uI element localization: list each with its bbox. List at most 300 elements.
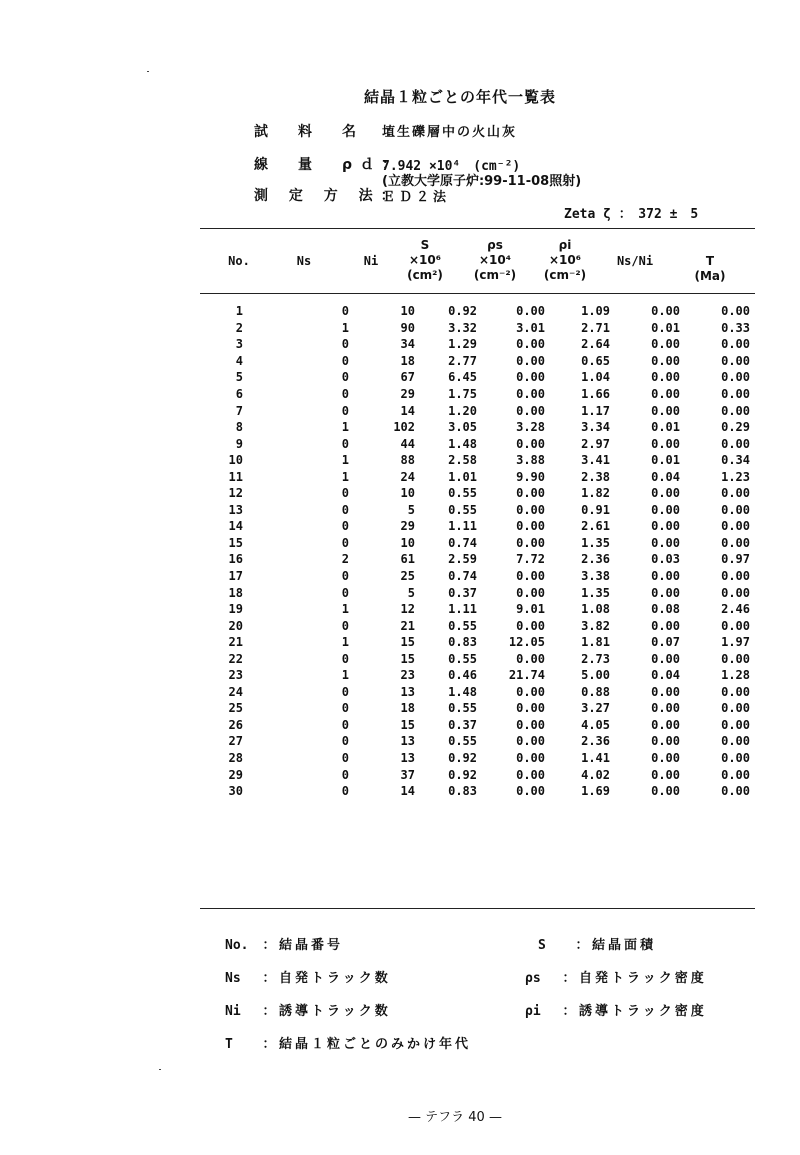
table-row (205, 617, 750, 634)
cell-ns: 0 (341, 403, 349, 418)
col-header-pi-scale: ×10⁶ (548, 253, 581, 267)
cell-t: 0.29 (721, 420, 750, 435)
table-top-rule (200, 228, 755, 229)
legend-ni-text: 誘導トラック数 (279, 1004, 391, 1019)
cell-no: 28 (228, 751, 243, 766)
cell-t: 0.00 (721, 784, 750, 799)
cell-ns: 0 (341, 502, 349, 517)
cell-ns: 1 (341, 320, 349, 335)
table-row (205, 535, 750, 552)
legend-s-text: 結晶面積 (592, 938, 657, 953)
cell-t: 0.00 (721, 387, 750, 401)
cell-pi: 0.91 (581, 502, 610, 517)
cell-ni: 14 (400, 403, 415, 418)
cell-ni: 10 (400, 304, 415, 319)
legend-colon: ： (575, 938, 589, 953)
legend-ni (225, 1000, 391, 1019)
cell-t: 0.00 (721, 337, 750, 352)
cell-no: 14 (228, 519, 243, 534)
cell-no: 1 (235, 304, 243, 319)
col-header-ns: Ns (296, 254, 312, 268)
table-row (205, 452, 750, 469)
cell-ns: 0 (341, 304, 349, 319)
method-label: 測 定 方 法： (254, 188, 403, 204)
legend-no-symbol: No. (225, 938, 249, 953)
col-header-ps-unit: (cm⁻²) (473, 268, 517, 282)
cell-pi: 1.09 (581, 304, 610, 319)
cell-ns-ni: 0.00 (651, 751, 680, 766)
cell-pi: 1.35 (581, 535, 610, 550)
cell-pi: 2.73 (581, 651, 610, 666)
cell-ps: 0.00 (516, 784, 545, 799)
cell-ps: 0.00 (516, 651, 545, 666)
cell-ns: 0 (341, 734, 349, 749)
cell-s: 1.11 (448, 602, 477, 617)
cell-s: 3.32 (448, 320, 477, 335)
cell-t: 1.28 (721, 668, 750, 683)
cell-pi: 1.82 (581, 486, 610, 501)
cell-ni: 23 (400, 668, 415, 683)
cell-t: 0.97 (721, 552, 750, 567)
cell-ni: 12 (400, 602, 415, 617)
table-row (205, 684, 750, 701)
cell-t: 0.00 (721, 585, 750, 600)
cell-t: 0.00 (721, 618, 750, 633)
cell-t: 0.00 (721, 767, 750, 782)
table-row (205, 717, 750, 734)
cell-pi: 2.64 (581, 337, 610, 352)
cell-s: 0.92 (448, 304, 477, 319)
cell-ns-ni: 0.00 (651, 353, 680, 368)
col-header-ni: Ni (363, 254, 379, 268)
cell-s: 2.59 (448, 552, 477, 567)
cell-ns: 0 (341, 585, 349, 600)
cell-ns-ni: 0.00 (651, 618, 680, 633)
cell-pi: 3.82 (581, 618, 610, 633)
cell-ps: 0.00 (516, 535, 545, 550)
cell-ni: 102 (393, 420, 415, 435)
rho-d-note: (立教大学原子炉:99-11-08照射) (382, 174, 582, 189)
cell-ns-ni: 0.00 (651, 502, 680, 517)
col-header-ratio: Ns/Ni (616, 254, 654, 268)
col-header-pi-symbol: ρi (558, 238, 572, 252)
table-row (205, 766, 750, 783)
cell-s: 0.55 (448, 618, 477, 633)
legend-colon: ： (562, 971, 576, 986)
cell-ps: 0.00 (516, 717, 545, 732)
sample-value: 埴生礫層中の火山灰 (382, 125, 518, 140)
cell-s: 1.11 (448, 519, 477, 534)
cell-ps: 12.05 (508, 635, 545, 650)
cell-s: 1.01 (448, 469, 477, 484)
cell-ns: 1 (341, 668, 349, 683)
cell-pi: 1.08 (581, 602, 610, 617)
cell-no: 6 (235, 387, 243, 401)
cell-t: 0.00 (721, 535, 750, 550)
table-row (205, 568, 750, 585)
cell-ni: 29 (400, 519, 415, 534)
cell-s: 1.48 (448, 684, 477, 699)
legend-s-symbol: S (538, 938, 546, 953)
cell-ni: 29 (400, 387, 415, 401)
cell-s: 0.92 (448, 751, 477, 766)
cell-ns-ni: 0.00 (651, 370, 680, 385)
legend-pi-text: 誘導トラック密度 (579, 1004, 707, 1019)
cell-ps: 3.01 (516, 320, 545, 335)
cell-ps: 0.00 (516, 734, 545, 749)
legend-colon: ： (262, 1004, 276, 1019)
table-row (205, 502, 750, 519)
rho-d-value: 7.942 ×10⁴ (cm⁻²) (382, 159, 521, 174)
cell-ni: 5 (407, 502, 415, 517)
cell-s: 0.37 (448, 717, 477, 732)
cell-pi: 1.81 (581, 635, 610, 650)
table-row (205, 667, 750, 684)
cell-ns-ni: 0.00 (651, 486, 680, 501)
legend-colon: ： (262, 1037, 276, 1052)
cell-ps: 0.00 (516, 569, 545, 584)
cell-ps: 0.00 (516, 486, 545, 501)
cell-t: 2.46 (721, 602, 750, 617)
cell-pi: 2.71 (581, 320, 610, 335)
cell-ni: 21 (400, 618, 415, 633)
age-data-rows (205, 303, 750, 799)
cell-t: 0.34 (721, 453, 750, 468)
cell-ps: 3.88 (516, 453, 545, 468)
cell-ns-ni: 0.00 (651, 519, 680, 534)
col-header-t (690, 254, 730, 284)
cell-ni: 88 (400, 453, 415, 468)
cell-ni: 90 (400, 320, 415, 335)
cell-no: 13 (228, 502, 243, 517)
col-header-ps-symbol: ρs (487, 238, 503, 252)
cell-ps: 0.00 (516, 353, 545, 368)
cell-pi: 4.02 (581, 767, 610, 782)
cell-ns-ni: 0.00 (651, 585, 680, 600)
cell-ns: 0 (341, 337, 349, 352)
cell-ni: 25 (400, 569, 415, 584)
cell-ni: 14 (400, 784, 415, 799)
cell-ni: 61 (400, 552, 415, 567)
col-header-s-scale: ×10⁶ (408, 253, 441, 267)
col-header-ps-scale: ×10⁴ (478, 253, 511, 267)
legend-s (538, 934, 656, 953)
cell-t: 0.00 (721, 353, 750, 368)
cell-ps: 0.00 (516, 519, 545, 534)
cell-ns-ni: 0.00 (651, 304, 680, 319)
cell-s: 0.83 (448, 784, 477, 799)
cell-pi: 3.41 (581, 453, 610, 468)
cell-ps: 0.00 (516, 502, 545, 517)
legend-top-rule (200, 908, 755, 909)
cell-s: 0.74 (448, 569, 477, 584)
table-row (205, 468, 750, 485)
cell-no: 23 (228, 668, 243, 683)
cell-ns: 1 (341, 635, 349, 650)
legend-colon: ： (262, 971, 276, 986)
cell-ns-ni: 0.00 (651, 436, 680, 451)
cell-ni: 24 (400, 469, 415, 484)
cell-pi: 0.88 (581, 684, 610, 699)
cell-s: 0.55 (448, 502, 477, 517)
cell-no: 25 (228, 701, 243, 716)
cell-ps: 0.00 (516, 370, 545, 385)
page-title: 結晶１粒ごとの年代一覧表 (363, 88, 556, 106)
cell-ni: 18 (400, 353, 415, 368)
rho-d-label: 線 量 ρｄ： (254, 157, 405, 173)
table-row (205, 320, 750, 337)
cell-ni: 44 (400, 436, 415, 451)
legend-pi (525, 1000, 707, 1019)
age-data-table (205, 303, 750, 799)
legend-ps-text: 自発トラック密度 (579, 971, 707, 986)
cell-no: 11 (228, 469, 243, 484)
cell-ps: 0.00 (516, 701, 545, 716)
legend-ni-symbol: Ni (225, 1004, 241, 1019)
legend-no-text: 結晶番号 (279, 938, 344, 953)
cell-s: 0.55 (448, 486, 477, 501)
cell-ns: 2 (341, 552, 349, 567)
cell-ps: 0.00 (516, 436, 545, 451)
cell-no: 29 (228, 767, 243, 782)
cell-pi: 3.38 (581, 569, 610, 584)
cell-ns-ni: 0.04 (651, 668, 680, 683)
cell-ps: 7.72 (516, 552, 545, 567)
cell-no: 27 (228, 734, 243, 749)
cell-ns: 0 (341, 519, 349, 534)
cell-s: 0.55 (448, 734, 477, 749)
cell-ps: 0.00 (516, 618, 545, 633)
cell-pi: 2.36 (581, 552, 610, 567)
cell-t: 0.00 (721, 304, 750, 319)
cell-ps: 3.28 (516, 420, 545, 435)
cell-ni: 5 (407, 585, 415, 600)
cell-pi: 3.34 (581, 420, 610, 435)
cell-ns-ni: 0.00 (651, 535, 680, 550)
table-row (205, 419, 750, 436)
cell-ns: 0 (341, 717, 349, 732)
cell-t: 0.00 (721, 684, 750, 699)
cell-ns: 0 (341, 651, 349, 666)
cell-t: 0.00 (721, 751, 750, 766)
col-header-s (405, 238, 445, 283)
cell-no: 15 (228, 535, 243, 550)
cell-ni: 10 (400, 486, 415, 501)
cell-s: 1.75 (448, 387, 477, 401)
cell-ns-ni: 0.04 (651, 469, 680, 484)
cell-no: 20 (228, 618, 243, 633)
cell-ns-ni: 0.03 (651, 552, 680, 567)
cell-pi: 0.65 (581, 353, 610, 368)
cell-ni: 18 (400, 701, 415, 716)
legend-t-text: 結晶１粒ごとのみかけ年代 (279, 1037, 472, 1052)
cell-t: 0.00 (721, 436, 750, 451)
col-header-ps (470, 238, 520, 283)
cell-s: 0.74 (448, 535, 477, 550)
legend-ps-symbol: ρs (525, 971, 541, 986)
cell-t: 0.00 (721, 717, 750, 732)
cell-no: 2 (235, 320, 243, 335)
cell-ns-ni: 0.00 (651, 387, 680, 401)
cell-pi: 2.61 (581, 519, 610, 534)
cell-ns: 1 (341, 602, 349, 617)
cell-ni: 13 (400, 751, 415, 766)
cell-pi: 4.05 (581, 717, 610, 732)
cell-pi: 2.97 (581, 436, 610, 451)
cell-no: 22 (228, 651, 243, 666)
cell-no: 3 (235, 337, 243, 352)
cell-s: 0.83 (448, 635, 477, 650)
cell-ns: 0 (341, 684, 349, 699)
sample-label: 試 料 名 ： (254, 124, 408, 140)
cell-t: 0.00 (721, 403, 750, 418)
legend-no (225, 934, 343, 953)
col-header-no: No. (228, 254, 250, 268)
cell-s: 0.46 (448, 668, 477, 683)
legend-t (225, 1033, 471, 1052)
cell-ps: 0.00 (516, 337, 545, 352)
cell-ni: 67 (400, 370, 415, 385)
cell-s: 1.48 (448, 436, 477, 451)
cell-ns: 0 (341, 569, 349, 584)
cell-no: 5 (235, 370, 243, 385)
cell-no: 10 (228, 453, 243, 468)
cell-pi: 1.17 (581, 403, 610, 418)
legend-ps (525, 967, 707, 986)
table-row (205, 650, 750, 667)
cell-ns: 0 (341, 436, 349, 451)
col-header-t-unit: (Ma) (694, 269, 726, 283)
cell-no: 7 (235, 403, 243, 418)
cell-ns-ni: 0.01 (651, 320, 680, 335)
cell-s: 2.77 (448, 353, 477, 368)
legend-colon: ： (562, 1004, 576, 1019)
cell-ns-ni: 0.01 (651, 420, 680, 435)
table-row (205, 369, 750, 386)
table-row (205, 783, 750, 800)
cell-ns: 0 (341, 751, 349, 766)
legend-ns (225, 967, 391, 986)
cell-ni: 15 (400, 651, 415, 666)
legend-ns-text: 自発トラック数 (279, 971, 391, 986)
cell-pi: 1.69 (581, 784, 610, 799)
cell-s: 1.29 (448, 337, 477, 352)
cell-t: 0.00 (721, 651, 750, 666)
cell-t: 0.00 (721, 519, 750, 534)
table-row (205, 700, 750, 717)
cell-no: 24 (228, 684, 243, 699)
cell-ps: 0.00 (516, 304, 545, 319)
cell-t: 0.00 (721, 486, 750, 501)
cell-ps: 0.00 (516, 585, 545, 600)
cell-ni: 15 (400, 717, 415, 732)
cell-ns: 1 (341, 420, 349, 435)
cell-s: 0.92 (448, 767, 477, 782)
cell-ps: 9.01 (516, 602, 545, 617)
cell-ns: 0 (341, 767, 349, 782)
cell-ns-ni: 0.00 (651, 651, 680, 666)
col-header-s-symbol: S (420, 238, 430, 252)
cell-ni: 13 (400, 734, 415, 749)
table-row (205, 584, 750, 601)
cell-ni: 13 (400, 684, 415, 699)
table-row (205, 336, 750, 353)
cell-ns-ni: 0.01 (651, 453, 680, 468)
table-row (205, 353, 750, 370)
cell-ns: 0 (341, 486, 349, 501)
cell-s: 1.20 (448, 403, 477, 418)
legend-pi-symbol: ρi (525, 1004, 541, 1019)
cell-pi: 1.35 (581, 585, 610, 600)
cell-t: 1.23 (721, 469, 750, 484)
cell-s: 3.05 (448, 420, 477, 435)
legend-colon: ： (262, 938, 276, 953)
col-header-s-unit: (cm²) (407, 268, 443, 282)
cell-no: 21 (228, 635, 243, 650)
cell-t: 0.00 (721, 701, 750, 716)
cell-t: 1.97 (721, 635, 750, 650)
cell-ps: 0.00 (516, 767, 545, 782)
cell-ni: 34 (400, 337, 415, 352)
cell-ns-ni: 0.00 (651, 734, 680, 749)
cell-pi: 1.04 (581, 370, 610, 385)
cell-ns-ni: 0.00 (651, 337, 680, 352)
table-row (205, 551, 750, 568)
legend-ns-symbol: Ns (225, 971, 241, 986)
cell-ns: 1 (341, 469, 349, 484)
cell-ps: 21.74 (508, 668, 545, 683)
cell-ns: 0 (341, 370, 349, 385)
table-header-rule (200, 293, 755, 294)
col-header-pi (540, 238, 590, 283)
cell-no: 19 (228, 602, 243, 617)
cell-t: 0.00 (721, 569, 750, 584)
cell-no: 12 (228, 486, 243, 501)
legend-t-symbol: T (225, 1037, 233, 1052)
cell-no: 8 (235, 420, 243, 435)
cell-s: 0.37 (448, 585, 477, 600)
table-row (205, 485, 750, 502)
col-header-pi-unit: (cm⁻²) (543, 268, 587, 282)
cell-ns-ni: 0.00 (651, 767, 680, 782)
cell-ns: 0 (341, 618, 349, 633)
cell-ns: 1 (341, 453, 349, 468)
cell-t: 0.00 (721, 734, 750, 749)
cell-pi: 5.00 (581, 668, 610, 683)
table-row (205, 750, 750, 767)
table-row (205, 303, 750, 320)
cell-no: 16 (228, 552, 243, 567)
cell-ps: 9.90 (516, 469, 545, 484)
page-footer: — テフラ 40 — (408, 1110, 502, 1125)
cell-s: 2.58 (448, 453, 477, 468)
cell-no: 4 (235, 353, 243, 368)
cell-s: 0.55 (448, 701, 477, 716)
cell-ns-ni: 0.00 (651, 569, 680, 584)
table-row (205, 402, 750, 419)
cell-t: 0.00 (721, 370, 750, 385)
cell-pi: 3.27 (581, 701, 610, 716)
cell-no: 17 (228, 569, 243, 584)
cell-ni: 15 (400, 635, 415, 650)
cell-ns-ni: 0.00 (651, 701, 680, 716)
method-value: ＥＤ２法 (382, 190, 451, 205)
cell-no: 30 (228, 784, 243, 799)
cell-ns-ni: 0.00 (651, 784, 680, 799)
cell-ns-ni: 0.07 (651, 635, 680, 650)
cell-ns: 0 (341, 535, 349, 550)
cell-ns: 0 (341, 387, 349, 401)
